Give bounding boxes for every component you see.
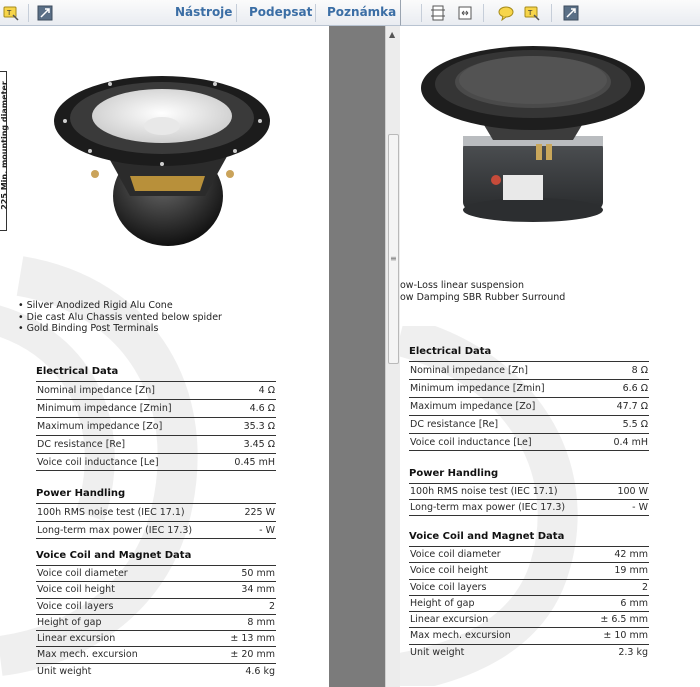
grip-icon: ≡ bbox=[390, 254, 397, 263]
power-handling-table bbox=[36, 488, 276, 539]
drawing-dimension-label: 225 Min. mounting diameter bbox=[0, 71, 8, 231]
table-row: Max mech. excursion ± 10 mm bbox=[409, 627, 649, 643]
feature-item: • Gold Binding Post Terminals bbox=[18, 323, 159, 334]
table-row: Unit weight 2.3 kg bbox=[409, 644, 649, 660]
toolbar-separator bbox=[315, 4, 316, 22]
table-row: Long-term max power (IEC 17.3) - W bbox=[409, 499, 649, 515]
table-row: Nominal impedance [Zn] 8 Ω bbox=[409, 361, 649, 379]
tools-menu-link[interactable]: Nástroje bbox=[175, 5, 233, 19]
left-scrollbar[interactable] bbox=[385, 26, 400, 687]
electrical-data-table bbox=[409, 346, 649, 451]
document-gutter bbox=[329, 26, 385, 687]
section-title: Electrical Data bbox=[409, 346, 492, 357]
expand-icon[interactable] bbox=[562, 4, 580, 22]
table-row: 100h RMS noise test (IEC 17.1) 225 W bbox=[36, 503, 276, 521]
table-row: Linear excursion ± 6.5 mm bbox=[409, 611, 649, 627]
table-row: Unit weight 4.6 kg bbox=[36, 663, 276, 679]
table-row: Voice coil diameter 50 mm bbox=[36, 565, 276, 581]
toolbar-separator bbox=[421, 4, 422, 22]
feature-list bbox=[18, 300, 222, 335]
table-row: Voice coil layers 2 bbox=[409, 579, 649, 595]
woofer-speaker-image bbox=[50, 56, 275, 251]
left-toolbar bbox=[0, 0, 400, 26]
midwoofer-speaker-image bbox=[418, 40, 650, 230]
table-row: Height of gap 8 mm bbox=[36, 614, 276, 630]
table-row: DC resistance [Re] 5.5 Ω bbox=[409, 415, 649, 433]
table-row: Max mech. excursion ± 20 mm bbox=[36, 646, 276, 662]
toolbar-separator bbox=[483, 4, 484, 22]
section-title: Electrical Data bbox=[36, 366, 119, 377]
table-row: Voice coil height 19 mm bbox=[409, 562, 649, 578]
left-pdf-page bbox=[0, 26, 329, 687]
feature-item: ow Damping SBR Rubber Surround bbox=[400, 291, 566, 303]
section-title: Power Handling bbox=[36, 488, 126, 499]
text-annotation-icon[interactable] bbox=[523, 4, 541, 22]
table-row: Nominal impedance [Zn] 4 Ω bbox=[36, 381, 276, 399]
table-row: Minimum impedance [Zmin] 4.6 Ω bbox=[36, 399, 276, 417]
toolbar-separator bbox=[236, 4, 237, 22]
table-row: Voice coil inductance [Le] 0.4 mH bbox=[409, 433, 649, 451]
table-row: Voice coil diameter 42 mm bbox=[409, 546, 649, 562]
scroll-up-icon[interactable]: ▲ bbox=[389, 30, 396, 39]
table-row: Long-term max power (IEC 17.3) - W bbox=[36, 521, 276, 539]
section-title: Power Handling bbox=[409, 468, 499, 479]
table-row: Minimum impedance [Zmin] 6.6 Ω bbox=[409, 379, 649, 397]
table-row: Voice coil inductance [Le] 0.45 mH bbox=[36, 453, 276, 471]
text-annotation-icon[interactable] bbox=[2, 4, 20, 22]
sign-menu-link[interactable]: Podepsat bbox=[249, 5, 313, 19]
table-row: Maximum impedance [Zo] 47.7 Ω bbox=[409, 397, 649, 415]
table-row: Voice coil height 34 mm bbox=[36, 581, 276, 597]
svg-text:T: T bbox=[528, 9, 533, 17]
fit-width-icon[interactable] bbox=[456, 4, 474, 22]
right-document-pane bbox=[400, 0, 700, 687]
feature-list bbox=[400, 280, 565, 303]
svg-text:T: T bbox=[7, 9, 12, 17]
scrollbar-thumb[interactable] bbox=[388, 134, 399, 364]
feature-item: ow-Loss linear suspension bbox=[400, 280, 524, 291]
comment-icon[interactable] bbox=[497, 4, 515, 22]
section-title: Voice Coil and Magnet Data bbox=[36, 550, 192, 561]
table-row: Voice coil layers 2 bbox=[36, 598, 276, 614]
table-row: Height of gap 6 mm bbox=[409, 595, 649, 611]
voice-coil-table bbox=[36, 550, 276, 679]
feature-item: • Silver Anodized Rigid Alu Cone bbox=[18, 300, 173, 311]
right-toolbar bbox=[400, 0, 700, 26]
table-row: DC resistance [Re] 3.45 Ω bbox=[36, 435, 276, 453]
power-handling-table bbox=[409, 468, 649, 516]
toolbar-separator bbox=[28, 4, 29, 22]
table-row: Linear excursion ± 13 mm bbox=[36, 630, 276, 646]
right-pdf-page bbox=[400, 26, 700, 687]
feature-item: • Die cast Alu Chassis vented below spider bbox=[18, 311, 222, 323]
expand-icon[interactable] bbox=[36, 4, 54, 22]
table-row: 100h RMS noise test (IEC 17.1) 100 W bbox=[409, 483, 649, 499]
table-row: Maximum impedance [Zo] 35.3 Ω bbox=[36, 417, 276, 435]
section-title: Voice Coil and Magnet Data bbox=[409, 531, 565, 542]
electrical-data-table bbox=[36, 366, 276, 471]
fit-page-icon[interactable] bbox=[429, 4, 447, 22]
comment-menu-link[interactable]: Poznámka bbox=[327, 5, 397, 19]
voice-coil-table bbox=[409, 531, 649, 660]
toolbar-separator bbox=[551, 4, 552, 22]
